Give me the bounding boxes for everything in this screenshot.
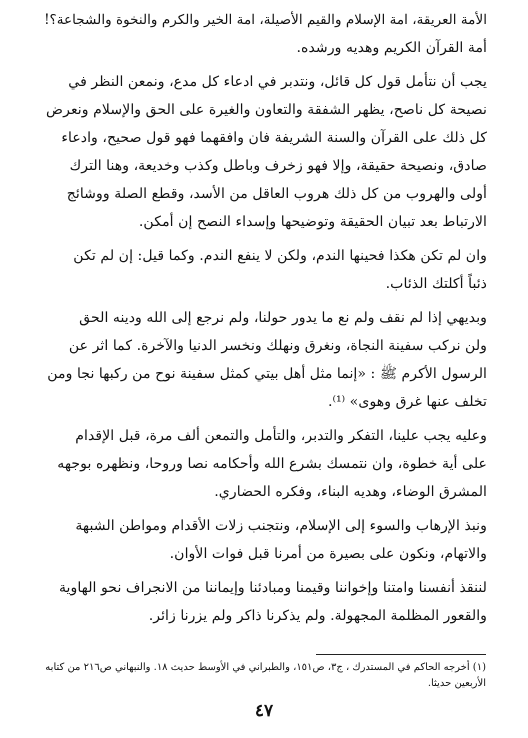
text-line: على أية خطوة، وان نتمسك بشرع الله وأحكامه نصا وروحا، ونظهره بوجهه [57, 456, 487, 472]
paragraph-7 [42, 574, 487, 630]
text-line: وان لم تكن هكذا فحينها الندم، ولكن لا ينفع الندم. وكما قيل: إن لم تكن [73, 248, 487, 264]
text-line: وبديهي إذا لم نقف ولم نع ما يدور حولنا، ولم نرجع إلى الله ودينه الحق [79, 310, 487, 326]
page-number: ٤٧ [254, 701, 274, 721]
text-line: الارتباط بعد تبيان الحقيقة وتوضيحها وإسداء النصح إن أمكن. [138, 214, 487, 230]
text-line: الرسول الأكرم ﷺ : «إنما مثل أهل بيتي كمثل سفينة نوح من ركبها نجا ومن [47, 366, 487, 382]
text-line: كل ذلك على القرآن والسنة الشريفة فان وافقهما فهو قول صحيح، وادعاء [61, 130, 487, 146]
text-line: ونبذ الإرهاب والسوء إلى الإسلام، ونتجنب زلات الأقدام ومواطن الشبهة [75, 518, 487, 534]
text-line: وعليه يجب علينا، التفكر والتدبر، والتأمل والتمعن ألف مرة، قبل الإقدام [75, 428, 487, 444]
body-text [42, 6, 487, 630]
text-line: صادق، ونصيحة حقيقة، وإلا فهو زخرف وباطل وكذب وخديعة، وهنا الترك [69, 158, 487, 174]
text-line: أولى والهروب من كل ذلك هروب العاقل من الأسد، وقطع الصلة ووشائج [66, 186, 487, 202]
text-line: الأمة العريقة، امة الإسلام والقيم الأصيلة، امة الخير والكرم والنخوة والشجاعة؟! [44, 12, 487, 28]
text-line: والاتهام، ونكون على بصيرة من أمرنا قبل فوات الأوان. [169, 546, 487, 562]
footnote [41, 660, 486, 692]
paragraph-4 [42, 304, 487, 416]
text-line: تخلف عنها غرق وهوى» ⁽¹⁾. [327, 394, 487, 410]
text-line: المشرق الوضاء، وهديه البناء، وفكره الحضاري. [214, 484, 487, 500]
text-line: والقعور المظلمة المجهولة. ولم يذكرنا ذاكر ولم يزرنا زائر. [148, 608, 487, 624]
text-line: نصيحة كل ناصح، يظهر الشفقة والتعاون والغيرة على الحق والإسلام ونعرض [45, 102, 487, 118]
text-line: يجب أن نتأمل قول كل قائل، ونتدبر في ادعاء كل مدع، ونمعن النظر في [68, 74, 487, 90]
paragraph-1 [42, 6, 487, 62]
text-line: أمة القرآن الكريم وهديه ورشده. [296, 40, 487, 56]
paragraph-5 [42, 422, 487, 506]
text-line: ولن نركب سفينة النجاة، ونغرق ونهلك ونخسر الدنيا والآخرة. كما اثر عن [68, 338, 487, 354]
paragraph-2 [42, 68, 487, 236]
text-line: ذئباً أكلتك الذئاب. [385, 276, 487, 292]
footnote-separator [316, 654, 486, 655]
footnote-line: (١) أخرجه الحاكم في المستدرك ، ج٣، ص١٥١، والطبراني في الأوسط حديث ١٨. والنبهاني ص٢١٦ من كتابه [45, 662, 486, 673]
footnote-line: الأربعين حديثا. [427, 678, 486, 689]
text-line: لننقذ أنفسنا وامتنا وإخواننا وقيمنا ومبادئنا وإيماننا من الانجراف نحو الهاوية [58, 580, 487, 596]
paragraph-3 [42, 242, 487, 298]
paragraph-6 [42, 512, 487, 568]
